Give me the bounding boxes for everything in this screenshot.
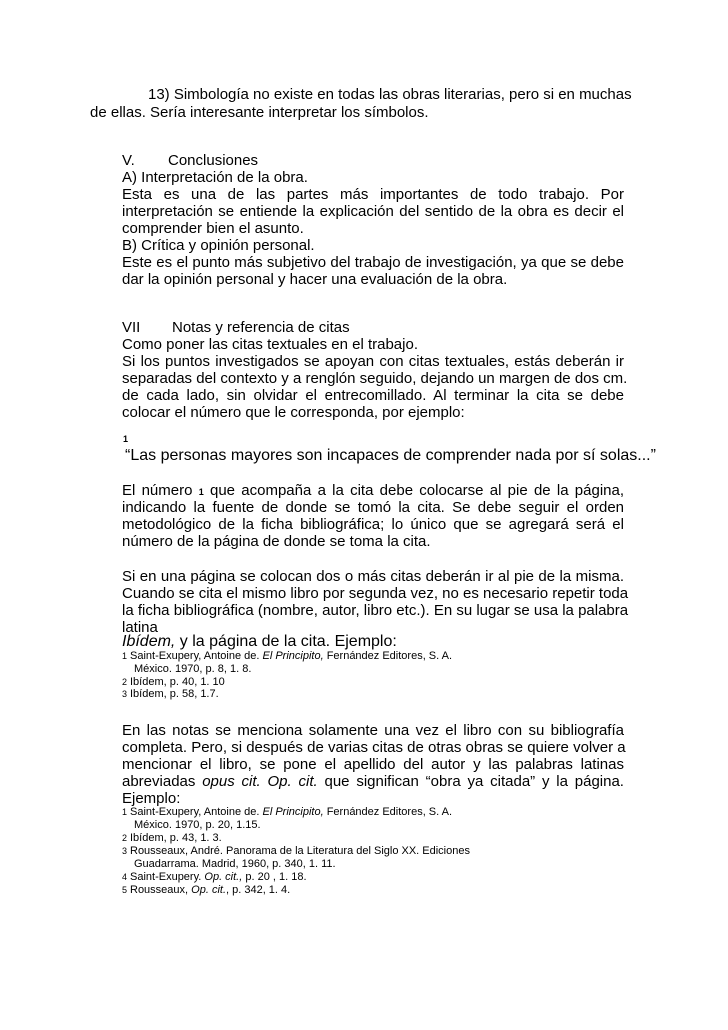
section-vii-line-1: Como poner las citas textuales en el trabajo.: [122, 336, 418, 353]
section-title: Conclusiones: [168, 152, 259, 169]
section-vii-body-3: de cada lado, sin olvidar el entrecomillado. Al terminar la cita se debe: [122, 387, 624, 404]
footnote-number: 4: [122, 872, 128, 882]
footnote-author: Saint-Exupery, Antoine de.: [130, 806, 263, 818]
footnote-page: , p. 342, 1. 4.: [226, 884, 291, 896]
subsection-a-line-3: comprender bien el asunto.: [122, 220, 304, 237]
numero-line-4: número de la página de donde se toma la cita.: [122, 533, 431, 550]
numero-line-3: metodológico de la ficha bibliográfica; lo único que se agregará será el: [122, 516, 624, 533]
footnote-1: [122, 650, 452, 663]
footnote-author: Saint-Exupery, Antoine de.: [130, 650, 263, 662]
subsection-a-line-2: interpretación se entiende la explicación del sentido de la obra es decir el: [122, 203, 624, 220]
opcit-footnote-5: [122, 884, 290, 897]
opcit-text-b: que significan “obra ya citada” y la página.: [324, 773, 624, 790]
footnote-3: [122, 688, 219, 701]
footnote-title: El Principito,: [262, 650, 324, 662]
footnote-text: Ibídem, p. 43, 1. 3.: [130, 832, 222, 844]
footnote-page: p. 20 , 1. 18.: [242, 871, 307, 883]
section-number: VII: [122, 319, 141, 336]
subsection-a-line-1: Esta es una de las partes más importantes de todo trabajo. Por: [122, 186, 624, 203]
inline-superscript: 1: [198, 487, 204, 497]
footnote-opcit: Op. cit.,: [204, 871, 243, 883]
quote-superscript: 1: [123, 434, 129, 444]
paragraph-13-line-2: de ellas. Sería interesante interpretar los símbolos.: [90, 104, 429, 121]
footnote-number: 2: [122, 677, 128, 687]
ibidem-line-2: Cuando se cita el mismo libro por segunda vez, no es necesario repetir toda: [122, 585, 629, 602]
ibidem-line-3: la ficha bibliográfica (nombre, autor, libro etc.). En su lugar se usa la palabra: [122, 602, 629, 619]
numero-text-a: El número: [122, 482, 193, 499]
footnote-number: 5: [122, 885, 128, 895]
footnote-title: El Principito,: [262, 806, 324, 818]
opcit-line-1: En las notas se menciona solamente una vez el libro con su bibliografía: [122, 722, 624, 739]
footnote-text: Ibídem, p. 40, 1. 10: [130, 676, 225, 688]
subsection-a-title: A) Interpretación de la obra.: [122, 169, 308, 186]
opcit-footnote-3: [122, 845, 470, 858]
section-vii-body-1: Si los puntos investigados se apoyan con citas textuales, estás deberán ir: [122, 353, 624, 370]
section-heading-v: [122, 152, 259, 170]
section-number: V.: [122, 152, 135, 169]
subsection-b-line-1: Este es el punto más subjetivo del trabajo de investigación, ya que se debe: [122, 254, 624, 271]
footnote-number: 3: [122, 846, 128, 856]
footnote-publisher: Fernández Editores, S. A.: [323, 806, 453, 818]
footnote-number: 2: [122, 833, 128, 843]
section-title: Notas y referencia de citas: [172, 319, 350, 336]
footnote-author: Saint-Exupery.: [130, 871, 205, 883]
example-quote: “Las personas mayores son incapaces de comprender nada por sí solas...”: [125, 447, 656, 464]
opcit-ejemplo: Ejemplo:: [122, 790, 181, 807]
section-vii-body-4: colocar el número que le corresponda, por ejemplo:: [122, 404, 465, 421]
footnote-number: 1: [122, 651, 128, 661]
footnote-number: 1: [122, 807, 128, 817]
section-vii-body-2: separadas del contexto y a renglón seguido, dejando un margen de dos cm.: [122, 370, 628, 387]
numero-text-b: que acompaña a la cita debe colocarse al pie de la página,: [210, 482, 625, 499]
footnote-2: [122, 676, 225, 689]
opcit-text-a: abreviadas: [122, 773, 196, 790]
opcit-line-3: mencionar el libro, se pone el apellido del autor y las palabras latinas: [122, 756, 624, 773]
opcit-footnote-1: [122, 806, 452, 819]
paragraph-13-line-1: 13) Simbología no existe en todas las obras literarias, pero si en muchas: [148, 86, 632, 103]
opcit-italic: opus cit. Op. cit.: [202, 773, 318, 790]
ibidem-line-5: [122, 633, 397, 651]
footnote-text: Ibídem, p. 58, 1.7.: [130, 688, 219, 700]
ibidem-line-1: Si en una página se colocan dos o más citas deberán ir al pie de la misma.: [122, 568, 624, 585]
subsection-b-line-2: dar la opinión personal y hacer una evaluación de la obra.: [122, 271, 508, 288]
footnote-publisher: Fernández Editores, S. A.: [323, 650, 453, 662]
opcit-line-2: completa. Pero, si después de varias citas de otras obras se quiere volver a: [122, 739, 626, 756]
numero-line-2: indicando la fuente de donde se tomó la cita. Se debe seguir el orden: [122, 499, 624, 516]
ibidem-word: Ibídem,: [122, 633, 176, 650]
ibidem-line-4: latina: [122, 619, 158, 636]
opcit-footnote-3-cont: Guadarrama. Madrid, 1960, p. 340, 1. 11.: [134, 858, 336, 870]
opcit-line-4: [122, 773, 624, 791]
opcit-footnote-4: [122, 871, 307, 884]
subsection-b-title: B) Crítica y opinión personal.: [122, 237, 315, 254]
opcit-footnote-2: [122, 832, 222, 845]
footnote-author: Rousseaux,: [130, 884, 192, 896]
footnote-number: 3: [122, 689, 128, 699]
footnote-text: Rousseaux, André. Panorama de la Literatura del Siglo XX. Ediciones: [130, 845, 470, 857]
footnote-opcit: Op. cit.: [191, 884, 226, 896]
ibidem-rest: y la página de la cita. Ejemplo:: [175, 633, 397, 650]
footnote-1-cont: México. 1970, p. 8, 1. 8.: [134, 663, 252, 675]
section-heading-vii: [122, 319, 350, 337]
opcit-footnote-1-cont: México. 1970, p. 20, 1.15.: [134, 819, 261, 831]
